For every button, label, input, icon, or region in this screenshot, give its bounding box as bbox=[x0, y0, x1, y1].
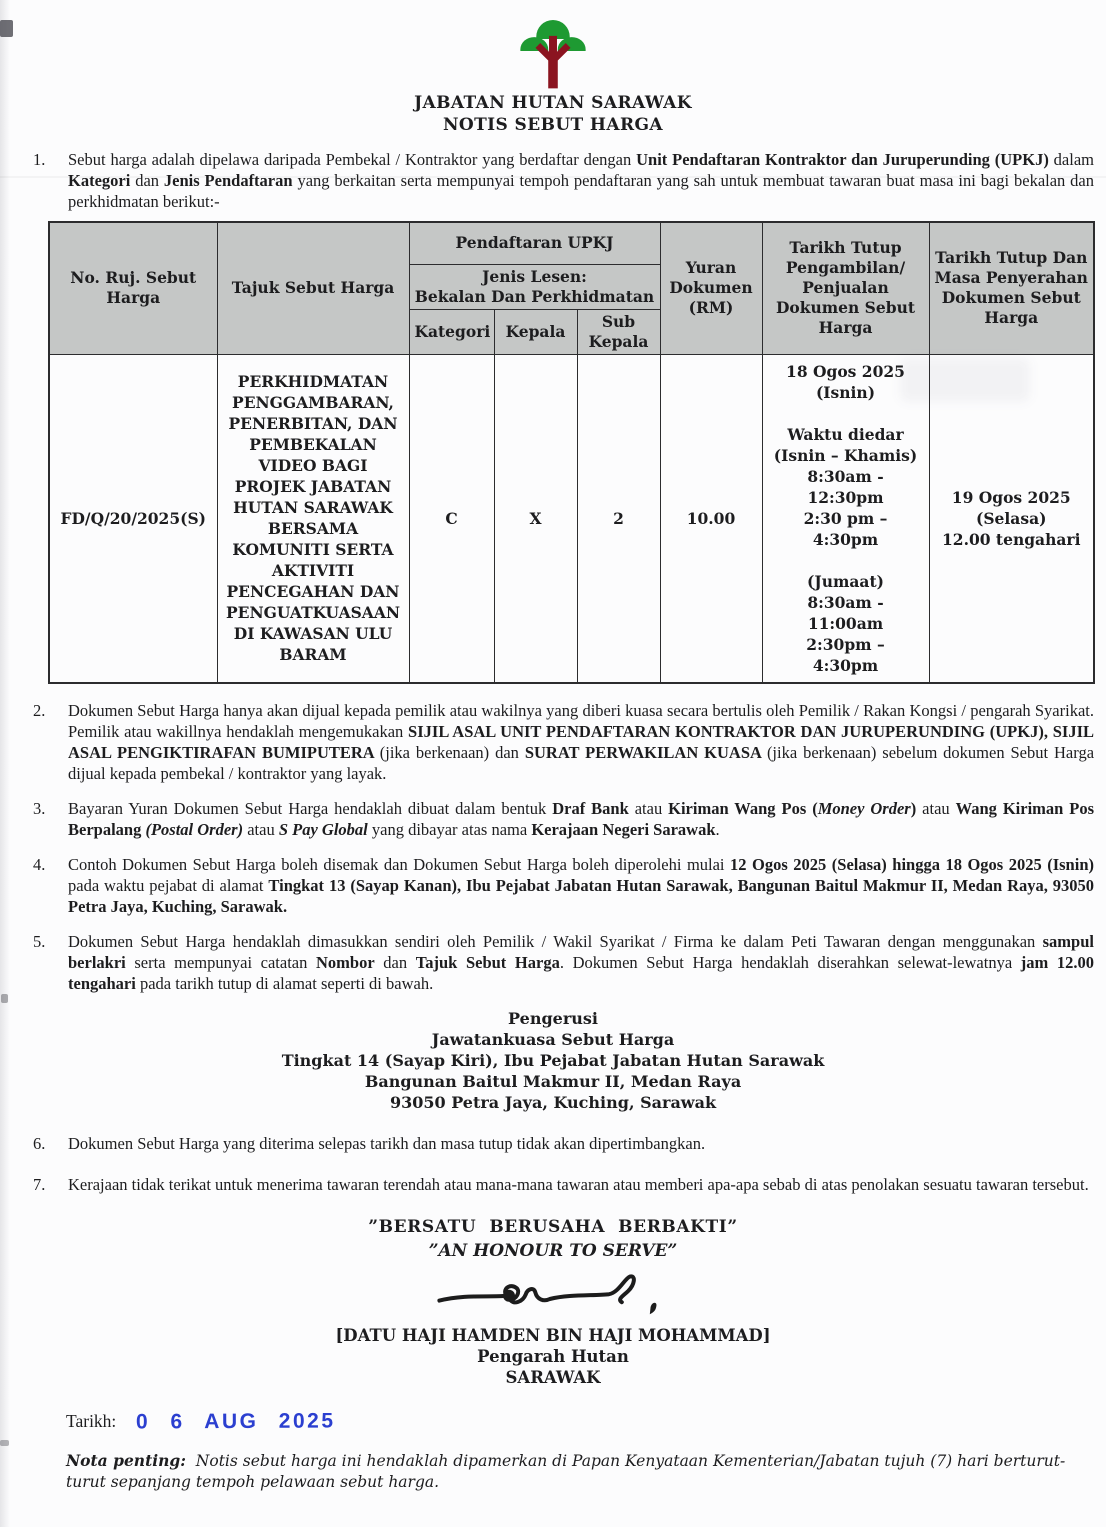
tree-logo-icon bbox=[513, 12, 593, 90]
org-title: JABATAN HUTAN SARAWAK bbox=[414, 93, 692, 113]
cell-tarikh-penyerahan: 19 Ogos 2025 (Selasa) 12.00 tengahari bbox=[929, 354, 1094, 683]
cell-yuran: 10.00 bbox=[660, 354, 762, 683]
header-pendaftaran-upkj: Pendaftaran UPKJ bbox=[409, 222, 660, 264]
paragraph-number: 7. bbox=[33, 1174, 46, 1194]
scan-artifact bbox=[0, 20, 13, 37]
paragraph-number: 4. bbox=[33, 854, 46, 874]
date-row bbox=[66, 1410, 1106, 1434]
paragraph-number: 2. bbox=[33, 700, 46, 720]
signatory-region: SARAWAK bbox=[505, 1367, 601, 1387]
paragraph-text: Sebut harga adalah dipelawa daripada Pembekal / Kontraktor yang berdaftar dengan Unit Pendaftaran Kontraktor dan Juruperunding (UPKJ) dalam Kategori dan Jenis Pendaftaran yang berkaitan serta mempunyai tempoh pendaftaran yang sah untuk membuat tawaran buat masa ini bagi bekalan dan perkhidmatan berikut:- bbox=[68, 150, 1095, 211]
header-tarikh-pengambilan: Tarikh Tutup Pengambilan/ Penjualan Dokumen Sebut Harga bbox=[762, 222, 929, 354]
numbered-paragraph-3 bbox=[33, 798, 1094, 840]
numbered-paragraph-2 bbox=[33, 700, 1094, 784]
scan-artifact bbox=[0, 1440, 9, 1446]
paragraph-text: Kerajaan tidak terikat untuk menerima tawaran terendah atau mana-mana tawaran atau memberi apa-apa sebab di atas penolakan sesuatu tawaran tersebut. bbox=[68, 1174, 1089, 1194]
date-label: Tarikh: bbox=[66, 1411, 117, 1431]
important-note: Nota penting: Notis sebut harga ini hendaklah dipamerkan di Papan Kenyataan Kementerian/Jabatan tujuh (7) hari berturut-turut sepanjang tempoh pelawaan sebut harga. bbox=[66, 1450, 1066, 1491]
paragraph-number: 5. bbox=[33, 931, 46, 951]
paragraph-text: Bayaran Yuran Dokumen Sebut Harga hendaklah dibuat dalam bentuk Draf Bank atau Kiriman Wang Pos (Money Order) atau Wang Kiriman Pos Berpalang (Postal Order) atau S Pay Global yang dibayar atas nama Kerajaan Negeri Sarawak. bbox=[68, 798, 1095, 839]
header-tarikh-penyerahan: Tarikh Tutup Dan Masa Penyerahan Dokumen Sebut Harga bbox=[929, 222, 1094, 354]
signature-scribble bbox=[0, 1267, 1106, 1325]
cell-tarikh-pengambilan: 18 Ogos 2025 (Isnin) Waktu diedar (Isnin – Khamis) 8:30am - 12:30pm 2:30 pm – 4:30pm (Jumaat) 8:30am - 11:00am 2:30pm – 4:30pm bbox=[762, 354, 929, 683]
header-tajuk: Tajuk Sebut Harga bbox=[217, 222, 409, 354]
submission-address-block: Pengerusi Jawatankuasa Sebut Harga Tingkat 14 (Sayap Kiri), Ibu Pejabat Jabatan Hutan Sarawak Bangunan Baitul Makmur II, Medan Raya 93050 Petra Jaya, Kuching, Sarawak bbox=[281, 1008, 825, 1112]
header-kategori: Kategori bbox=[409, 309, 494, 354]
header-kepala: Kepala bbox=[494, 309, 577, 354]
cell-no-ruj: FD/Q/20/2025(S) bbox=[49, 354, 217, 683]
scan-crease-line bbox=[0, 176, 1106, 178]
signatory-name: [DATU HAJI HAMDEN BIN HAJI MOHAMMAD] bbox=[335, 1325, 771, 1345]
numbered-paragraph-5 bbox=[33, 931, 1094, 994]
header-jenis-lesen: Jenis Lesen: Bekalan Dan Perkhidmatan bbox=[409, 264, 660, 309]
header-yuran: Yuran Dokumen (RM) bbox=[660, 222, 762, 354]
signatory-title: Pengarah Hutan bbox=[477, 1346, 629, 1366]
date-stamp: 0 6 AUG 2025 bbox=[136, 1408, 336, 1434]
header-no-ruj: No. Ruj. Sebut Harga bbox=[49, 222, 217, 354]
cell-kepala: X bbox=[494, 354, 577, 683]
motto-malay: ”BERSATU BERUSAHA BERBAKTI” bbox=[368, 1216, 738, 1237]
scan-artifact bbox=[1, 994, 8, 1003]
quotation-table bbox=[48, 221, 1095, 684]
handwritten-signature-icon bbox=[403, 1267, 703, 1323]
numbered-paragraph-4 bbox=[33, 854, 1094, 917]
table-row bbox=[49, 354, 1094, 683]
paragraph-text: Dokumen Sebut Harga hendaklah dimasukkan sendiri oleh Pemilik / Wakil Syarikat / Firma ke dalam Peti Tawaran dengan menggunakan sampul berlakri serta mempunyai catatan Nombor dan Tajuk Sebut Harga. Dokumen Sebut Harga hendaklah diserahkan selewat-lewatnya jam 12.00 tengahari pada tarikh tutup di alamat seperti di bawah. bbox=[68, 931, 1095, 993]
header-sub-kepala: Sub Kepala bbox=[577, 309, 660, 354]
numbered-paragraph-7 bbox=[33, 1174, 1094, 1195]
numbered-paragraph-1 bbox=[33, 149, 1094, 212]
motto-english: ”AN HONOUR TO SERVE” bbox=[428, 1240, 678, 1261]
paragraph-number: 6. bbox=[33, 1133, 46, 1153]
paragraph-number: 3. bbox=[33, 798, 46, 818]
forest-department-logo bbox=[0, 0, 1106, 92]
paragraph-text: Dokumen Sebut Harga yang diterima selepas tarikh dan masa tutup tidak akan dipertimbangkan. bbox=[68, 1133, 706, 1153]
cell-tajuk: PERKHIDMATAN PENGGAMBARAN, PENERBITAN, DAN PEMBEKALAN VIDEO BAGI PROJEK JABATAN HUTAN SARAWAK BERSAMA KOMUNITI SERTA AKTIVITI PENCEGAHAN DAN PENGUATKUASAAN DI KAWASAN ULU BARAM bbox=[217, 354, 409, 683]
cell-kategori: C bbox=[409, 354, 494, 683]
cell-sub-kepala: 2 bbox=[577, 354, 660, 683]
scan-smudge bbox=[900, 358, 1030, 402]
paragraph-text: Dokumen Sebut Harga hanya akan dijual kepada pemilik atau wakilnya yang diberi kuasa secara bertulis oleh Pemilik / Rakan Kongsi / pengarah Syarikat. Pemilik atau wakillnya hendaklah mengemukakan SIJIL ASAL UNIT PENDAFTARAN KONTRAKTOR DAN JURUPERUNDING (UPKJ), SIJIL ASAL PENGIKTIRAFAN BUMIPUTERA (jika berkenaan) dan SURAT PERWAKILAN KUASA (jika berkenaan) sebelum dokumen Sebut Harga dijual kepada pembekal / kontraktor yang layak. bbox=[68, 700, 1095, 783]
doc-title: NOTIS SEBUT HARGA bbox=[442, 115, 664, 135]
paragraph-number: 1. bbox=[33, 150, 46, 169]
paragraph-text: Contoh Dokumen Sebut Harga boleh disemak dan Dokumen Sebut Harga boleh diperolehi mulai 12 Ogos 2025 (Selasa) hingga 18 Ogos 2025 (Isnin) pada waktu pejabat di alamat Tingkat 13 (Sayap Kanan), Ibu Pejabat Jabatan Hutan Sarawak, Bangunan Baitul Makmur II, Medan Raya, 93050 Petra Jaya, Kuching, Sarawak. bbox=[68, 854, 1095, 916]
numbered-paragraph-6 bbox=[33, 1133, 1094, 1154]
scan-edge-shadow bbox=[0, 0, 10, 1527]
